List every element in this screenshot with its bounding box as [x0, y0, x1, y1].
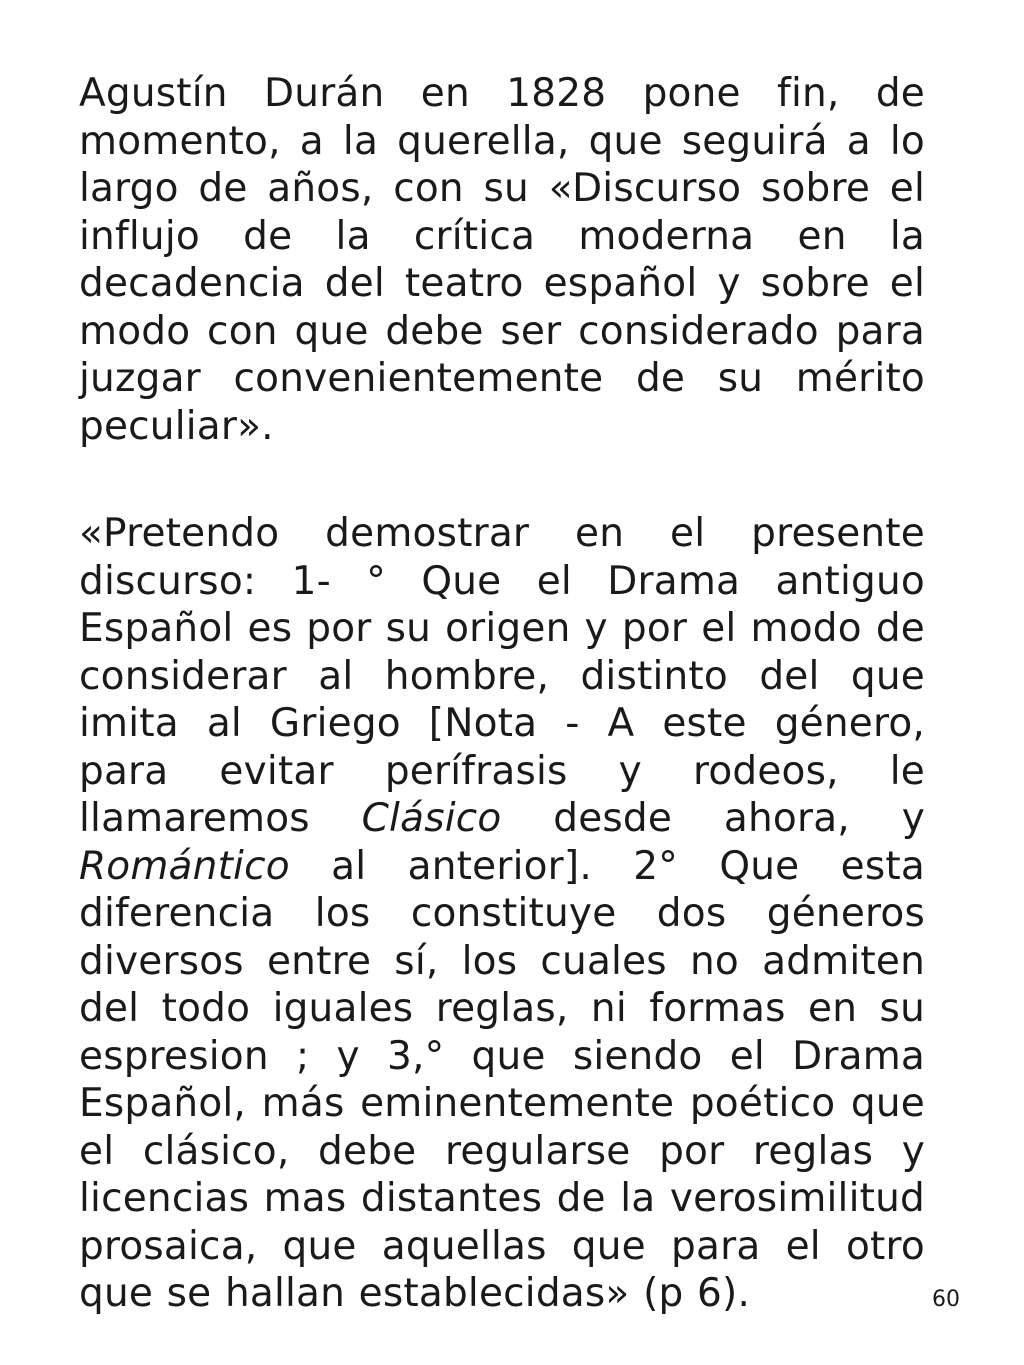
quote-italic-romantico: Romántico — [79, 843, 290, 889]
paragraph-duran-quote — [79, 510, 925, 1318]
quote-text-part-2: desde ahora, y — [501, 796, 925, 841]
quote-italic-clasico: Clásico — [361, 796, 502, 841]
quote-text-part-3: al anterior]. 2° Que esta diferencia los constituye dos géneros diversos entre sí, los cuales no admiten del todo iguales reglas, ni formas en su espresion ; y 3,° que siendo el Drama Español, más eminentemente poético que el clásico, debe regularse por reglas y licencias mas distantes de la verosimilitud prosaica, que aquellas que para el otro que se hallan establecidas» (p 6). — [79, 843, 925, 1316]
page-number: 60 — [932, 1287, 960, 1312]
paragraph-duran-intro: Agustín Durán en 1828 pone fin, de momento, a la querella, que seguirá a lo largo de años, con su «Discurso sobre el influjo de la crítica moderna en la decadencia del teatro español y sobre el modo con que debe ser considerado para juzgar convenientemente de su mérito peculiar». — [79, 71, 925, 449]
quote-text-part-1: «Pretendo demostrar en el presente discurso: 1- ° Que el Drama antiguo Español es por su origen y por el modo de considerar al hombre, distinto del que imita al Griego [Nota - A este género, para evitar perífrasis y rodeos, le llamaremos — [79, 511, 925, 841]
page-body — [79, 70, 925, 1318]
